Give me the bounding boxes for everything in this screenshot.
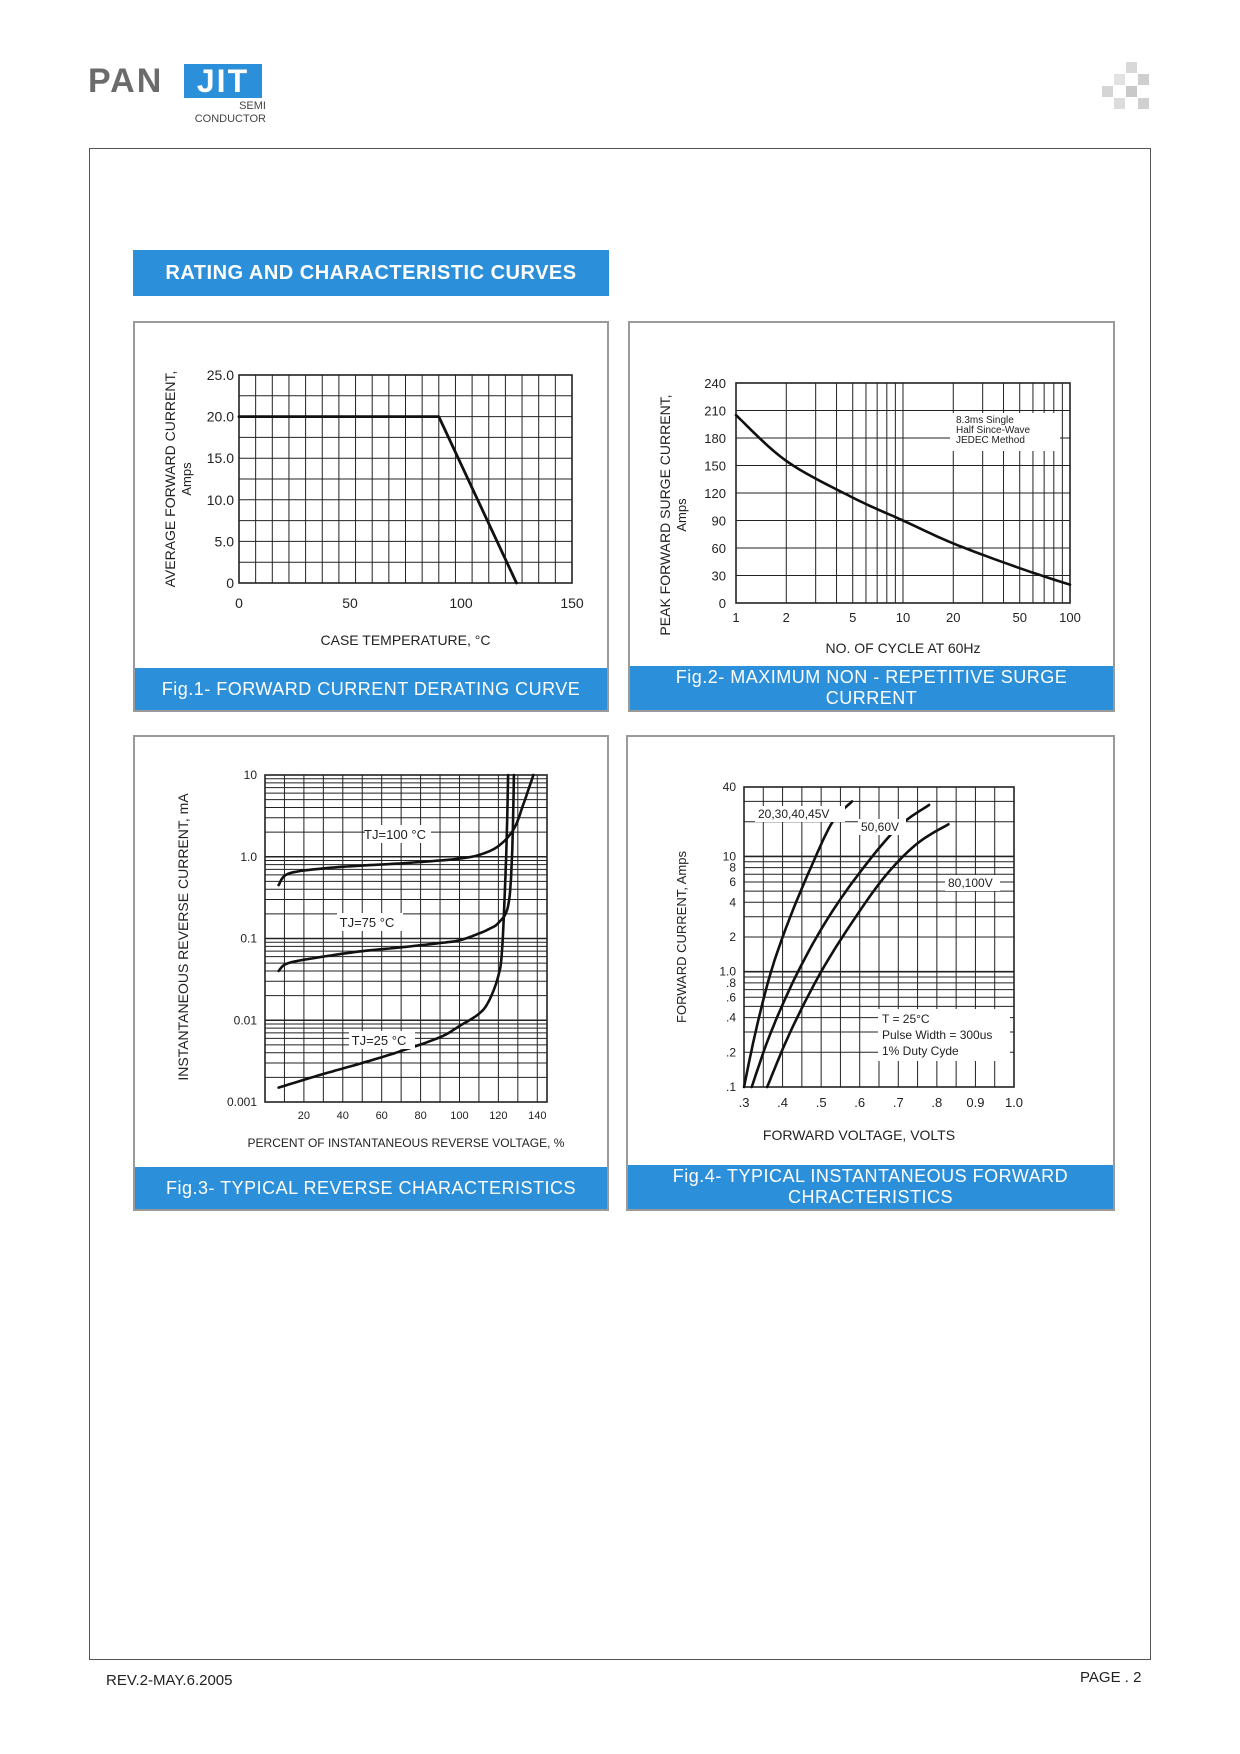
y-tick-label: 5.0 [214,533,234,550]
figure-3-panel [133,735,609,1211]
y-tick-label: 0 [226,575,234,591]
footer-revision: REV.2-MAY.6.2005 [106,1672,233,1689]
figure-2-caption: Fig.2- MAXIMUM NON - REPETITIVE SURGE CURRENT [630,666,1113,710]
x-tick-label: 80 [414,1110,427,1122]
logo-sub-semi: SEMI [239,100,266,112]
x-axis-label: PERCENT OF INSTANTANEOUS REVERSE VOLTAGE, % [247,1136,565,1150]
surge-note-text: JEDEC Method [956,435,1025,446]
series-label: TJ=25 °C [351,1033,407,1048]
figure-2-panel [628,321,1115,712]
logo-word: PAN [88,62,164,100]
surge-note-text: 8.3ms Single [956,415,1014,426]
series-label: TJ=75 °C [339,915,395,930]
x-tick-label: 0 [235,595,243,611]
y-tick-label: 240 [704,376,726,391]
forward-note-text: T = 25°C [882,1012,930,1026]
y-tick-label: 210 [704,403,726,419]
footer-page-number: PAGE . 2 [1080,1669,1142,1686]
y-tick-label: 40 [722,780,736,794]
figure-3-chart [135,737,611,1213]
y-tick-label: .4 [725,1010,736,1025]
x-tick-label: 2 [782,610,790,625]
decorative-squares-icon [1102,62,1162,122]
y-tick-label: 0.01 [233,1013,257,1028]
y-tick-label: 6 [729,874,736,889]
x-tick-label: 120 [489,1110,508,1122]
figure-4-caption: Fig.4- TYPICAL INSTANTANEOUS FORWARD CHRACTERISTICS [628,1165,1113,1209]
x-axis-label: CASE TEMPERATURE, °C [320,632,491,648]
panjit-logo [88,58,278,128]
x-tick-label: 100 [1059,610,1081,625]
forward-note-text: Pulse Width = 300us [882,1028,993,1042]
y-tick-label: 120 [704,486,726,501]
series-label: 50,60V [861,820,900,834]
x-tick-label: .5 [815,1095,827,1110]
figure-1-chart [135,323,611,714]
x-tick-label: 150 [560,595,584,611]
y-tick-label: 10 [243,768,257,782]
y-tick-label: 20.0 [206,408,234,425]
x-axis-label: FORWARD VOLTAGE, VOLTS [762,1127,956,1143]
y-tick-label: 180 [704,431,726,446]
figure-4-chart [628,737,1117,1213]
y-tick-label: .8 [725,975,736,990]
x-tick-label: 100 [450,1110,469,1122]
x-tick-label: 40 [336,1110,349,1122]
y-tick-label: .1 [725,1080,736,1094]
y-tick-label: 4 [729,895,736,910]
y-tick-label: 1.0 [240,849,257,864]
y-tick-label: 1.0 [719,964,736,979]
surge-note-text: Half Since-Wave [956,425,1031,436]
y-tick-label: 150 [704,458,726,474]
x-tick-label: .7 [892,1095,904,1110]
figure-2-chart [630,323,1117,714]
x-axis-label: NO. OF CYCLE AT 60Hz [825,640,981,656]
y-axis-label: AVERAGE FORWARD CURRENT, [162,370,178,588]
y-tick-label: 90 [711,513,726,529]
series-label: TJ=100 °C [364,827,426,842]
x-tick-label: .4 [777,1095,788,1110]
x-tick-label: 1 [732,610,740,625]
figure-3-caption: Fig.3- TYPICAL REVERSE CHARACTERISTICS [135,1167,607,1209]
section-title: RATING AND CHARACTERISTIC CURVES [133,250,609,296]
x-tick-label: 0.9 [966,1095,985,1110]
y-tick-label: 30 [711,568,726,584]
x-tick-label: 60 [375,1110,388,1122]
y-axis-label: PEAK FORWARD SURGE CURRENT, [657,394,673,636]
x-tick-label: 20 [946,610,961,625]
x-tick-label: .6 [854,1095,866,1110]
y-axis-label: FORWARD CURRENT, Amps [674,851,689,1023]
y-tick-label: 60 [711,541,726,556]
figure-1-panel [133,321,609,712]
x-tick-label: 1.0 [1004,1095,1024,1110]
x-tick-label: 50 [342,595,358,611]
y-axis-label: INSTANTANEOUS REVERSE CURRENT, mA [175,793,191,1081]
y-tick-label: .2 [725,1045,736,1060]
y-tick-label: 0.001 [226,1095,257,1109]
y-tick-label: .6 [725,990,736,1005]
y-tick-label: 0.1 [240,931,257,946]
forward-curve-0 [744,801,852,1087]
x-tick-label: .8 [931,1095,943,1110]
series-label: 80,100V [948,876,993,890]
logo-sub-conductor: CONDUCTOR [194,113,266,125]
y-tick-label: 25.0 [206,367,234,383]
y-tick-label: 10.0 [206,491,234,508]
x-tick-label: 100 [449,595,473,611]
series-label: 20,30,40,45V [758,807,830,821]
y-tick-label: 15.0 [206,450,234,467]
logo-highlight: JIT [184,64,262,98]
y-tick-label: 0 [718,596,726,611]
y-axis-unit-label: Amps [674,498,689,532]
x-tick-label: 50 [1012,610,1027,625]
x-tick-label: .3 [738,1095,750,1110]
forward-note-text: 1% Duty Cyde [882,1044,959,1058]
y-tick-label: 8 [729,860,736,875]
x-tick-label: 5 [849,610,857,625]
figure-1-caption: Fig.1- FORWARD CURRENT DERATING CURVE [135,668,607,710]
x-tick-label: 10 [895,610,911,625]
y-axis-unit-label: Amps [179,462,194,496]
y-tick-label: 10 [722,849,736,864]
x-tick-label: 20 [297,1110,311,1122]
figure-4-panel [626,735,1115,1211]
y-tick-label: 2 [729,930,736,944]
x-tick-label: 140 [528,1110,547,1122]
